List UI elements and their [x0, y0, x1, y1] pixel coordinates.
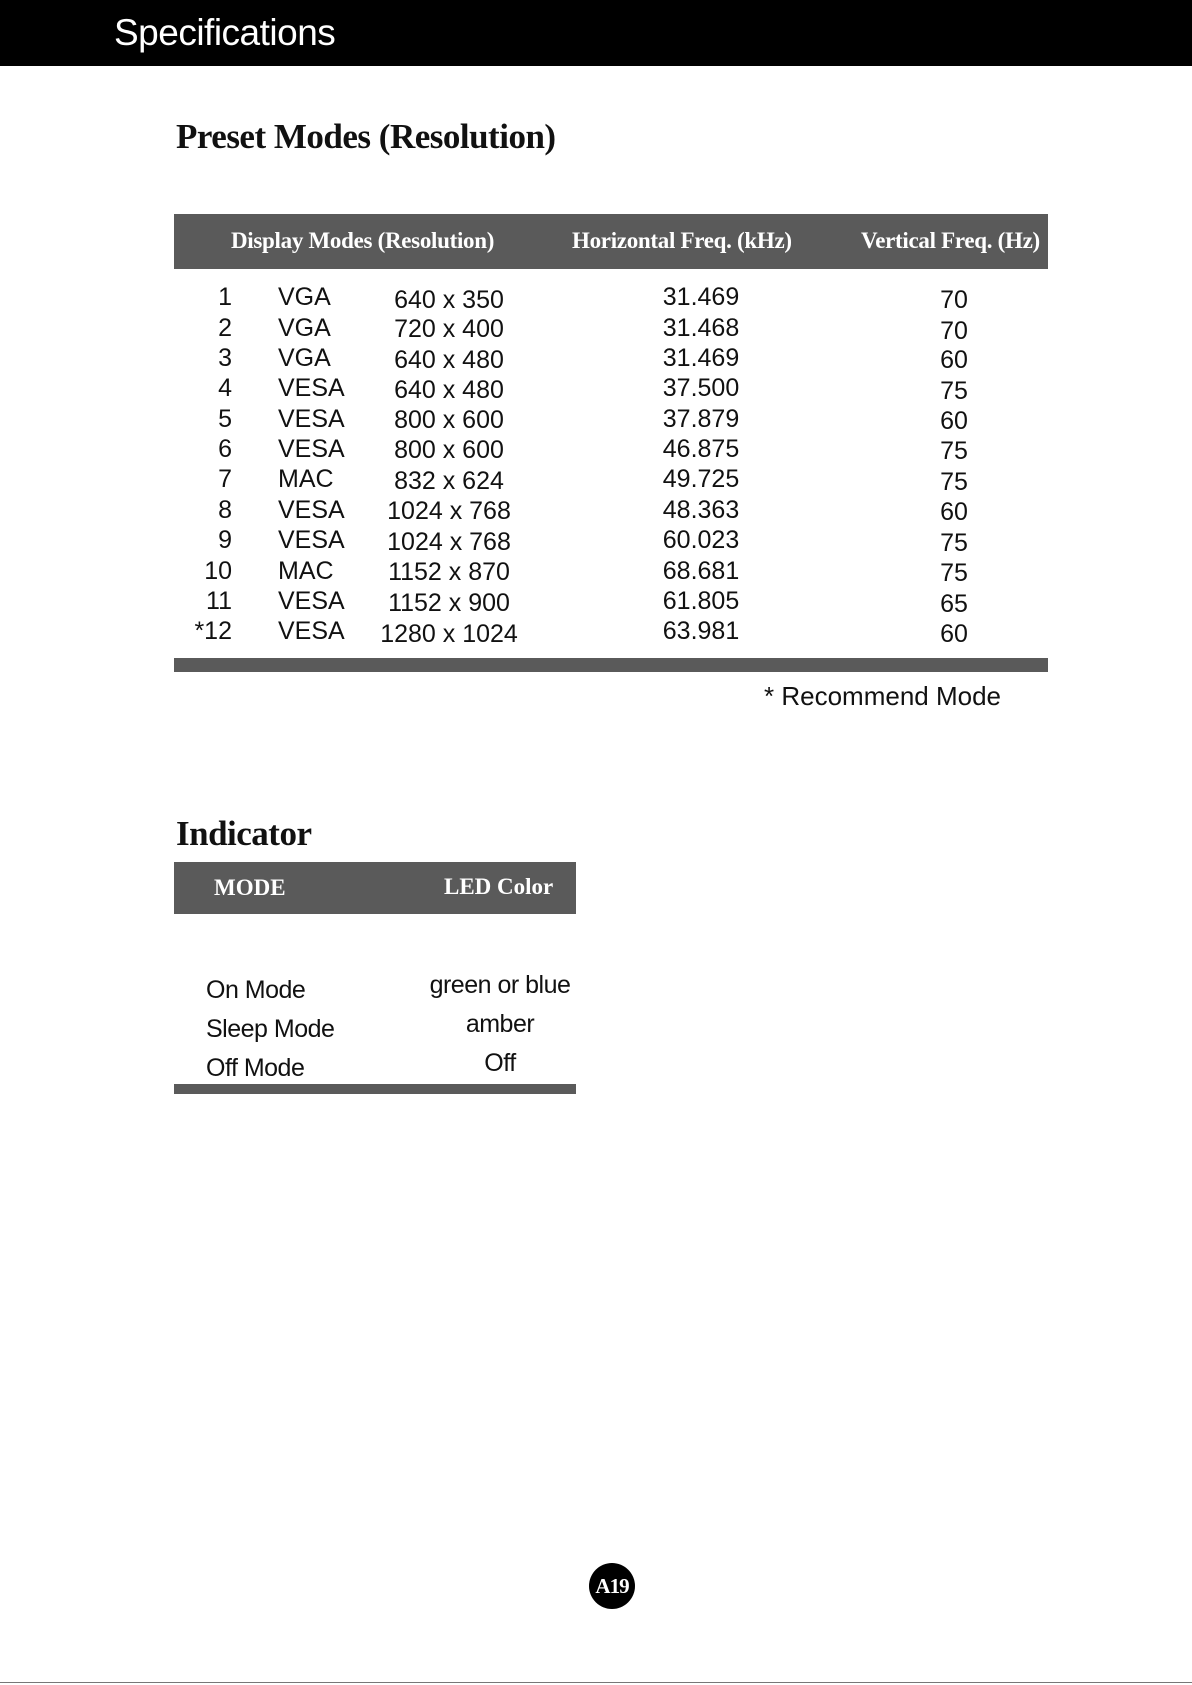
- table-row: [174, 465, 1048, 495]
- indicator-led-color: green or blue: [429, 971, 571, 999]
- indicator-mode: Off Mode: [206, 1054, 305, 1082]
- mode-number: 8: [218, 496, 232, 524]
- table-row: [174, 496, 1048, 526]
- column-header-vertical-freq: Vertical Freq. (Hz): [861, 228, 1040, 253]
- mode-horizontal-freq: 49.725: [662, 465, 740, 493]
- mode-number: 11: [206, 587, 232, 615]
- mode-horizontal-freq: 31.468: [662, 314, 740, 342]
- mode-resolution: 800 x 600: [394, 406, 504, 434]
- column-header-horizontal-freq: Horizontal Freq. (kHz): [572, 228, 792, 253]
- mode-standard: VESA: [278, 405, 345, 433]
- table-row: [174, 314, 1048, 344]
- mode-number: 6: [218, 435, 232, 463]
- mode-standard: VESA: [278, 587, 345, 615]
- mode-vertical-freq: 75: [940, 468, 968, 496]
- mode-standard: VGA: [278, 344, 331, 372]
- indicator-mode: On Mode: [206, 976, 306, 1004]
- mode-number: 1: [218, 283, 232, 311]
- table-row: [174, 344, 1048, 374]
- mode-number: *12: [194, 617, 232, 645]
- mode-horizontal-freq: 37.500: [662, 374, 740, 402]
- mode-standard: VESA: [278, 435, 345, 463]
- indicator-table-footer-bar: [174, 1084, 576, 1094]
- preset-modes-table: [174, 214, 1048, 672]
- mode-resolution: 1280 x 1024: [380, 620, 518, 648]
- mode-horizontal-freq: 37.879: [662, 405, 740, 433]
- indicator-table-header: [174, 862, 576, 914]
- mode-vertical-freq: 65: [940, 590, 968, 618]
- mode-number: 4: [218, 374, 232, 402]
- page-title: Specifications: [114, 12, 336, 53]
- indicator-led-color: amber: [465, 1010, 535, 1038]
- mode-horizontal-freq: 61.805: [662, 587, 740, 615]
- table-row: [174, 587, 1048, 617]
- mode-vertical-freq: 60: [940, 498, 968, 526]
- table-row: [174, 1010, 576, 1045]
- table-row: [174, 435, 1048, 465]
- mode-horizontal-freq: 31.469: [662, 283, 740, 311]
- mode-horizontal-freq: 68.681: [662, 557, 740, 585]
- table-row: [174, 971, 576, 1006]
- mode-number: 9: [218, 526, 232, 554]
- page-number-badge: A19: [589, 1563, 635, 1609]
- indicator-mode: Sleep Mode: [206, 1015, 335, 1043]
- table-row: [174, 374, 1048, 404]
- preset-modes-title: Preset Modes (Resolution): [176, 117, 556, 156]
- mode-horizontal-freq: 46.875: [662, 435, 740, 463]
- table-row: [174, 526, 1048, 556]
- mode-resolution: 640 x 480: [394, 376, 504, 404]
- mode-resolution: 1024 x 768: [387, 528, 511, 556]
- mode-vertical-freq: 75: [940, 377, 968, 405]
- mode-vertical-freq: 75: [940, 437, 968, 465]
- mode-standard: MAC: [278, 465, 334, 493]
- mode-vertical-freq: 70: [940, 317, 968, 345]
- mode-resolution: 1152 x 870: [388, 558, 510, 586]
- mode-resolution: 1152 x 900: [388, 589, 510, 617]
- mode-number: 2: [218, 314, 232, 342]
- mode-standard: VESA: [278, 526, 345, 554]
- mode-vertical-freq: 75: [940, 529, 968, 557]
- header-bar: [0, 0, 1192, 66]
- indicator-table-body: [174, 914, 576, 1082]
- mode-resolution: 1024 x 768: [387, 497, 511, 525]
- preset-table-body: [174, 269, 1048, 658]
- table-row: [174, 557, 1048, 587]
- indicator-table: [174, 862, 576, 1094]
- mode-vertical-freq: 70: [940, 286, 968, 314]
- mode-number: 3: [218, 344, 232, 372]
- mode-horizontal-freq: 48.363: [662, 496, 740, 524]
- preset-table-footer-bar: [174, 658, 1048, 672]
- mode-resolution: 832 x 624: [394, 467, 504, 495]
- table-row: [174, 283, 1048, 313]
- preset-table-header: [174, 214, 1048, 269]
- mode-number: 5: [218, 405, 232, 433]
- mode-resolution: 640 x 480: [394, 346, 504, 374]
- column-header-display-modes: Display Modes (Resolution): [231, 228, 495, 253]
- indicator-led-color: Off: [484, 1049, 516, 1077]
- table-row: [174, 617, 1048, 647]
- mode-vertical-freq: 60: [940, 346, 968, 374]
- mode-standard: VESA: [278, 617, 345, 645]
- column-header-mode: MODE: [214, 875, 286, 900]
- mode-standard: VGA: [278, 314, 331, 342]
- mode-horizontal-freq: 31.469: [662, 344, 740, 372]
- mode-number: 10: [204, 557, 232, 585]
- mode-resolution: 720 x 400: [394, 315, 504, 343]
- mode-vertical-freq: 60: [940, 620, 968, 648]
- table-row: [174, 1049, 576, 1084]
- table-row: [174, 405, 1048, 435]
- indicator-title: Indicator: [176, 814, 312, 853]
- mode-horizontal-freq: 60.023: [662, 526, 740, 554]
- mode-resolution: 800 x 600: [394, 436, 504, 464]
- bottom-rule: [0, 1682, 1192, 1683]
- mode-number: 7: [218, 465, 232, 493]
- mode-standard: VESA: [278, 496, 345, 524]
- mode-standard: VGA: [278, 283, 331, 311]
- mode-horizontal-freq: 63.981: [662, 617, 740, 645]
- mode-resolution: 640 x 350: [394, 286, 504, 314]
- column-header-led-color: LED Color: [444, 874, 554, 899]
- mode-standard: VESA: [278, 374, 345, 402]
- mode-standard: MAC: [278, 557, 334, 585]
- mode-vertical-freq: 75: [940, 559, 968, 587]
- mode-vertical-freq: 60: [940, 407, 968, 435]
- recommend-mode-note: * Recommend Mode: [764, 681, 1001, 711]
